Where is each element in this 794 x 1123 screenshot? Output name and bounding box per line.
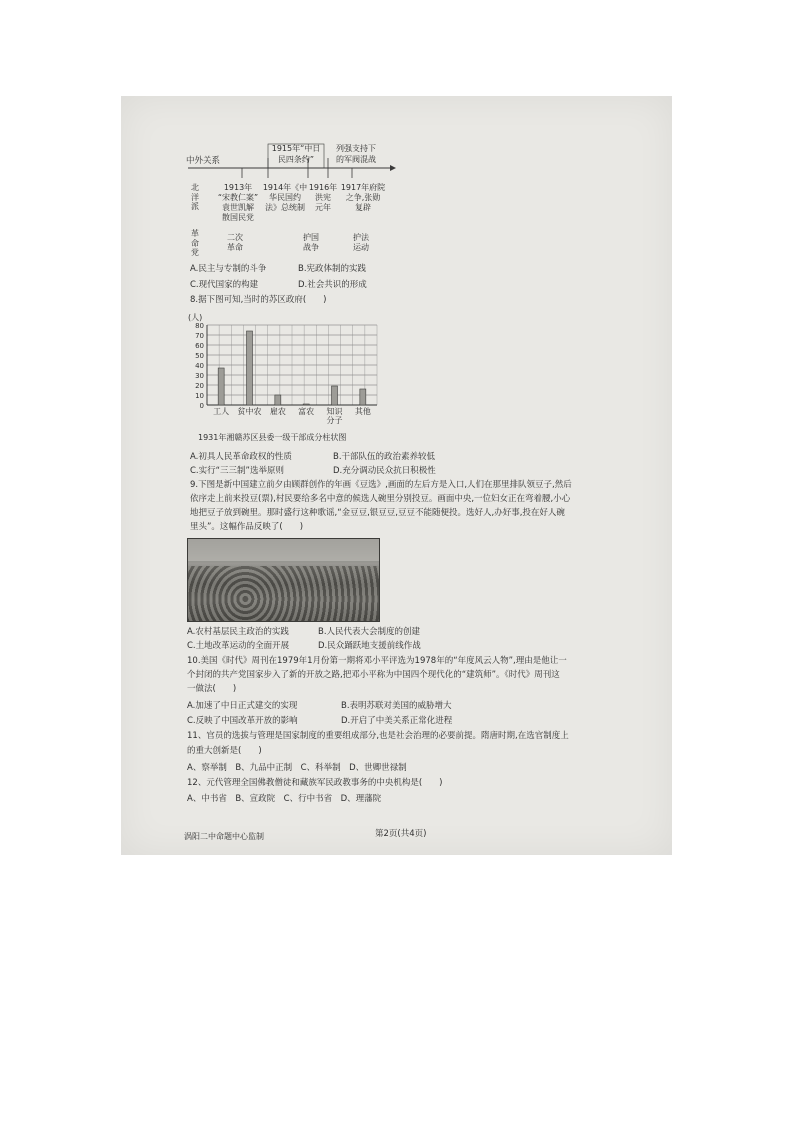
- row-foreign-relations: 中外关系: [186, 156, 221, 166]
- row-revolution-label: 革 命 党: [191, 229, 199, 257]
- event-1917: 1917年府院 之争,张勋 复辟: [340, 183, 386, 212]
- q9-stem-line1: 9.下图是新中国建立前夕由顾群创作的年画《豆选》,画面的左后方是入口,人们在那里排队领豆子,然后: [190, 480, 572, 490]
- y-tick-label: 30: [195, 372, 204, 380]
- y-tick-label: 50: [195, 352, 204, 360]
- q7-option-d: D.社会共识的形成: [298, 280, 367, 290]
- q8-stem: 8.据下图可知,当时的苏区政府( ): [190, 295, 327, 305]
- bar: [332, 386, 338, 405]
- q8-option-b: B.干部队伍的政治素养较低: [333, 452, 436, 462]
- x-tick-label: 贫中农: [237, 407, 262, 416]
- event-1915-line1: 1915年“中日: [271, 144, 321, 153]
- q12-stem: 12、元代管理全国佛教僧徒和藏族军民政教事务的中央机构是( ): [187, 778, 443, 788]
- y-tick-label: 20: [195, 382, 204, 390]
- row-beiyang-label: 北 洋 派: [191, 183, 199, 211]
- q7-option-c: C.现代国家的构建: [190, 280, 259, 290]
- q9-stem-line4: 里头”。这幅作品反映了( ): [190, 522, 304, 532]
- x-tick-label: 雇农: [269, 407, 286, 416]
- q9-option-c: C.土地改革运动的全面开展: [187, 641, 290, 651]
- y-axis-label: (人): [188, 313, 203, 322]
- q10-option-d: D.开启了中美关系正常化进程: [341, 716, 453, 726]
- bar: [360, 389, 366, 405]
- event-national-protection-war: 护国 战争: [303, 233, 319, 252]
- event-1914: 1914年《中 华民国约 法》总统制: [262, 183, 308, 212]
- x-tick-label: 分子: [326, 416, 343, 425]
- x-tick-label: 工人: [213, 407, 230, 416]
- y-tick-label: 70: [195, 332, 204, 340]
- event-warlords-line1: 列强支持下: [336, 144, 376, 153]
- q9-option-a: A.农村基层民主政治的实践: [187, 627, 289, 637]
- x-tick-label: 其他: [354, 407, 371, 416]
- x-tick-label: 富农: [298, 407, 315, 416]
- event-1915-line2: 民四条约”: [277, 155, 315, 164]
- event-1916: 1916年 洪宪 元年: [308, 183, 338, 212]
- q9-stem-line3: 地把豆子放到碗里。那时盛行这种歌谣,“金豆豆,银豆豆,豆豆不能随便投。选好人,办好事,投在好人碗: [190, 508, 565, 518]
- footer-page-number: 第2页(共4页): [375, 829, 427, 839]
- q7-option-b: B.宪政体制的实践: [298, 264, 367, 274]
- q10-stem-line3: 一做法( ): [187, 684, 237, 694]
- y-tick-label: 0: [199, 402, 204, 410]
- painting-dou-xuan: [187, 538, 380, 622]
- y-tick-label: 40: [195, 362, 204, 370]
- q9-stem-line2: 依序走上前来投豆(票),村民要给多名中意的候选人碗里分别投豆。画面中央,一位妇女正在弯着腰,小心: [190, 494, 571, 504]
- q10-stem-line2: 个封闭的共产党国家步入了新的开放之路,把邓小平称为中国四个现代化的“建筑师”。《时代》周刊这: [187, 670, 560, 680]
- q11-options: A、察举制 B、九品中正制 C、科举制 D、世卿世禄制: [187, 763, 407, 773]
- x-tick-label: 知识: [326, 407, 343, 416]
- y-tick-label: 80: [195, 322, 204, 330]
- q8-option-c: C.实行“三三制”选举原则: [190, 466, 284, 476]
- y-tick-label: 60: [195, 342, 204, 350]
- q12-options: A、中书省 B、宣政院 C、行中书省 D、理藩院: [187, 794, 382, 804]
- y-tick-label: 10: [195, 392, 204, 400]
- q11-stem-line1: 11、官员的选拔与管理是国家制度的重要组成部分,也是社会治理的必要前提。隋唐时期,在选官制度上: [187, 731, 569, 741]
- event-1913: 1913年 “宋教仁案” 袁世凯解 散国民党: [217, 183, 259, 222]
- chart-title: 1931年湘赣苏区县委一级干部成分柱状图: [198, 433, 347, 442]
- q10-option-c: C.反映了中国改革开放的影响: [187, 716, 298, 726]
- q9-option-b: B.人民代表大会制度的创建: [318, 627, 421, 637]
- event-warlords-line2: 的军阀混战: [336, 155, 376, 164]
- bar: [303, 404, 309, 405]
- q11-stem-line2: 的重大创新是( ): [187, 746, 262, 756]
- q10-stem-line1: 10.美国《时代》周刊在1979年1月份第一期将邓小平评选为1978年的“年度风云人物”,理由是他让一: [187, 656, 567, 666]
- q8-option-d: D.充分调动民众抗日积极性: [333, 466, 436, 476]
- bar: [275, 395, 281, 405]
- bar: [218, 368, 224, 405]
- q9-option-d: D.民众踊跃地支援前线作战: [318, 641, 421, 651]
- bar-chart: [0, 0, 794, 450]
- bar: [247, 331, 253, 405]
- footer-producer: 涡阳二中命题中心监制: [184, 832, 264, 841]
- q10-option-a: A.加速了中日正式建交的实现: [187, 701, 298, 711]
- q10-option-b: B.表明苏联对美国的威胁增大: [341, 701, 452, 711]
- event-second-revolution: 二次 革命: [227, 233, 243, 252]
- event-constitution-protection: 护法 运动: [353, 233, 369, 252]
- q7-option-a: A.民主与专制的斗争: [190, 264, 267, 274]
- q8-option-a: A.初具人民革命政权的性质: [190, 452, 292, 462]
